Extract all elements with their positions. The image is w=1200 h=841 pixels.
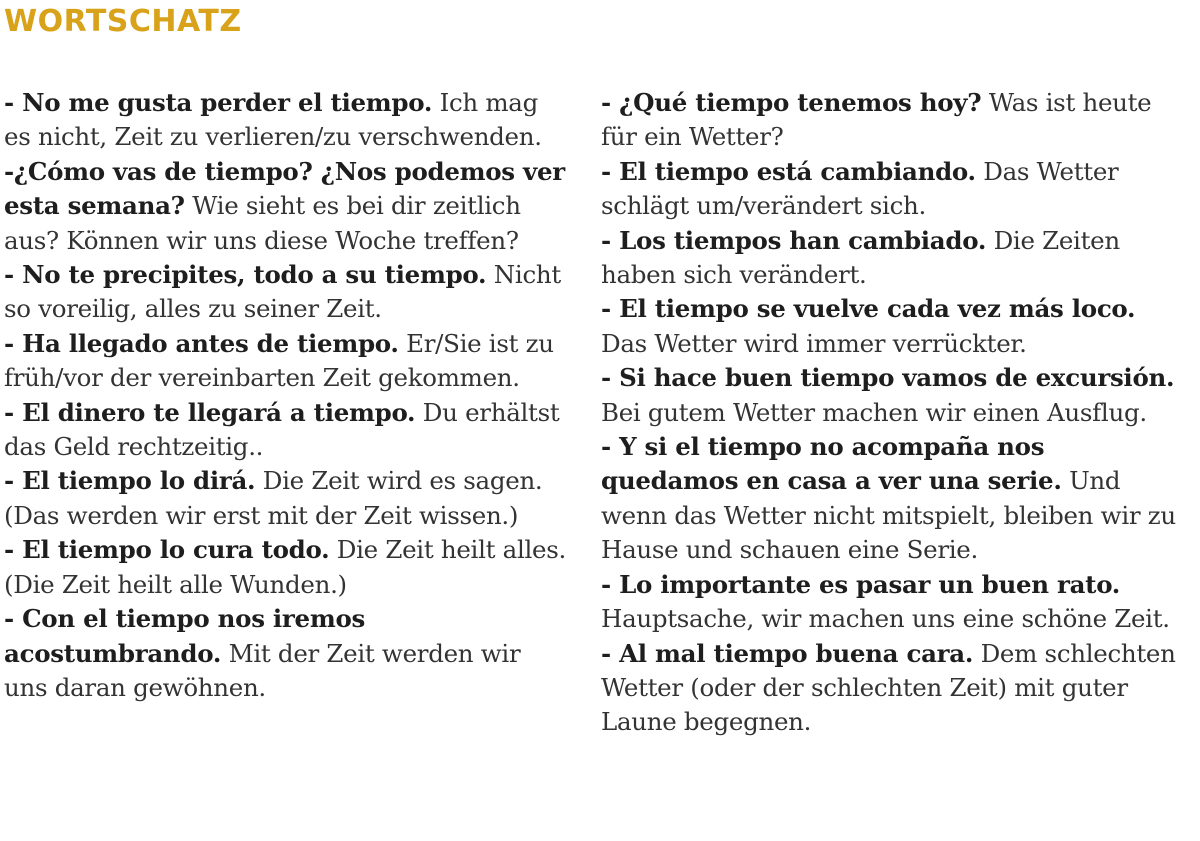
german-translation: Nicht so voreilig, alles zu seiner Zeit. (4, 260, 561, 324)
vocabulary-entry (4, 533, 570, 602)
spanish-phrase: - Los tiempos han cambiado. (601, 225, 987, 255)
spanish-phrase: - El tiempo lo cura todo. (4, 535, 330, 565)
vocabulary-entry (601, 86, 1181, 155)
page-title: WORTSCHATZ (4, 4, 242, 39)
vocabulary-entry (601, 361, 1181, 430)
vocabulary-entry (601, 224, 1181, 293)
spanish-phrase: - ¿Qué tiempo tenemos hoy? (601, 88, 982, 117)
vocabulary-entry (4, 396, 570, 465)
spanish-phrase: - El tiempo está cambiando. (601, 156, 976, 186)
vocabulary-entry (601, 155, 1181, 224)
vocabulary-entry (4, 464, 570, 533)
spanish-phrase: - Ha llegado antes de tiempo. (4, 328, 399, 358)
vocabulary-entry (601, 568, 1181, 637)
spanish-phrase: - Si hace buen tiempo vamos de excursión. (601, 363, 1175, 393)
spanish-phrase: - Y si el tiempo no acompaña nos quedamos en casa a ver una serie. (601, 432, 1062, 496)
german-translation: Die Zeit wird es sagen. (Das werden wir erst mit der Zeit wissen.) (4, 466, 543, 530)
german-translation: Ich mag es nicht, Zeit zu verlieren/zu verschwenden. (4, 88, 542, 152)
spanish-phrase: - Al mal tiempo buena cara. (601, 638, 974, 668)
german-translation: Dem schlechten Wetter (oder der schlechten Zeit) mit guter Laune begegnen. (601, 638, 1176, 737)
spanish-phrase: - Lo importante es pasar un buen rato. (601, 569, 1121, 599)
vocabulary-entry (4, 602, 570, 705)
german-translation: Die Zeiten haben sich verändert. (601, 225, 1120, 290)
vocabulary-entry (601, 292, 1181, 361)
spanish-phrase: - No me gusta perder el tiempo. (4, 88, 433, 117)
vocabulary-entry (4, 86, 570, 155)
german-translation: Mit der Zeit werden wir uns daran gewöhnen. (4, 638, 521, 702)
german-translation: Was ist heute für ein Wetter? (601, 88, 1152, 152)
german-translation: Die Zeit heilt alles. (Die Zeit heilt alle Wunden.) (4, 535, 566, 599)
spanish-phrase: -¿Cómo vas de tiempo? ¿Nos podemos ver esta semana? (4, 156, 565, 221)
spanish-phrase: - No te precipites, todo a su tiempo. (4, 260, 487, 290)
german-translation: Hauptsache, wir machen uns eine schöne Zeit. (601, 604, 1170, 634)
vocabulary-entry (601, 637, 1181, 740)
vocabulary-entry (4, 327, 570, 396)
german-translation: Das Wetter schlägt um/verändert sich. (601, 156, 1119, 221)
vocabulary-entry (4, 258, 570, 327)
german-translation: Das Wetter wird immer verrückter. (601, 328, 1027, 358)
vocabulary-column-right (601, 86, 1181, 740)
german-translation: Bei gutem Wetter machen wir einen Ausflug. (601, 397, 1147, 427)
german-translation: Du erhältst das Geld rechtzeitig.. (4, 397, 560, 462)
german-translation: Er/Sie ist zu früh/vor der vereinbarten Zeit gekommen. (4, 328, 554, 393)
vocabulary-entry (601, 430, 1181, 568)
spanish-phrase: - Con el tiempo nos iremos acostumbrando. (4, 604, 365, 668)
german-translation: Und wenn das Wetter nicht mitspielt, bleiben wir zu Hause und schauen eine Serie. (601, 466, 1176, 565)
vocabulary-entry (4, 155, 570, 258)
spanish-phrase: - El tiempo lo dirá. (4, 466, 256, 496)
german-translation: Wie sieht es bei dir zeitlich aus? Können wir uns diese Woche treffen? (4, 191, 521, 255)
spanish-phrase: - El tiempo se vuelve cada vez más loco. (601, 294, 1136, 324)
vocabulary-column-left (4, 86, 570, 705)
spanish-phrase: - El dinero te llegará a tiempo. (4, 397, 416, 427)
